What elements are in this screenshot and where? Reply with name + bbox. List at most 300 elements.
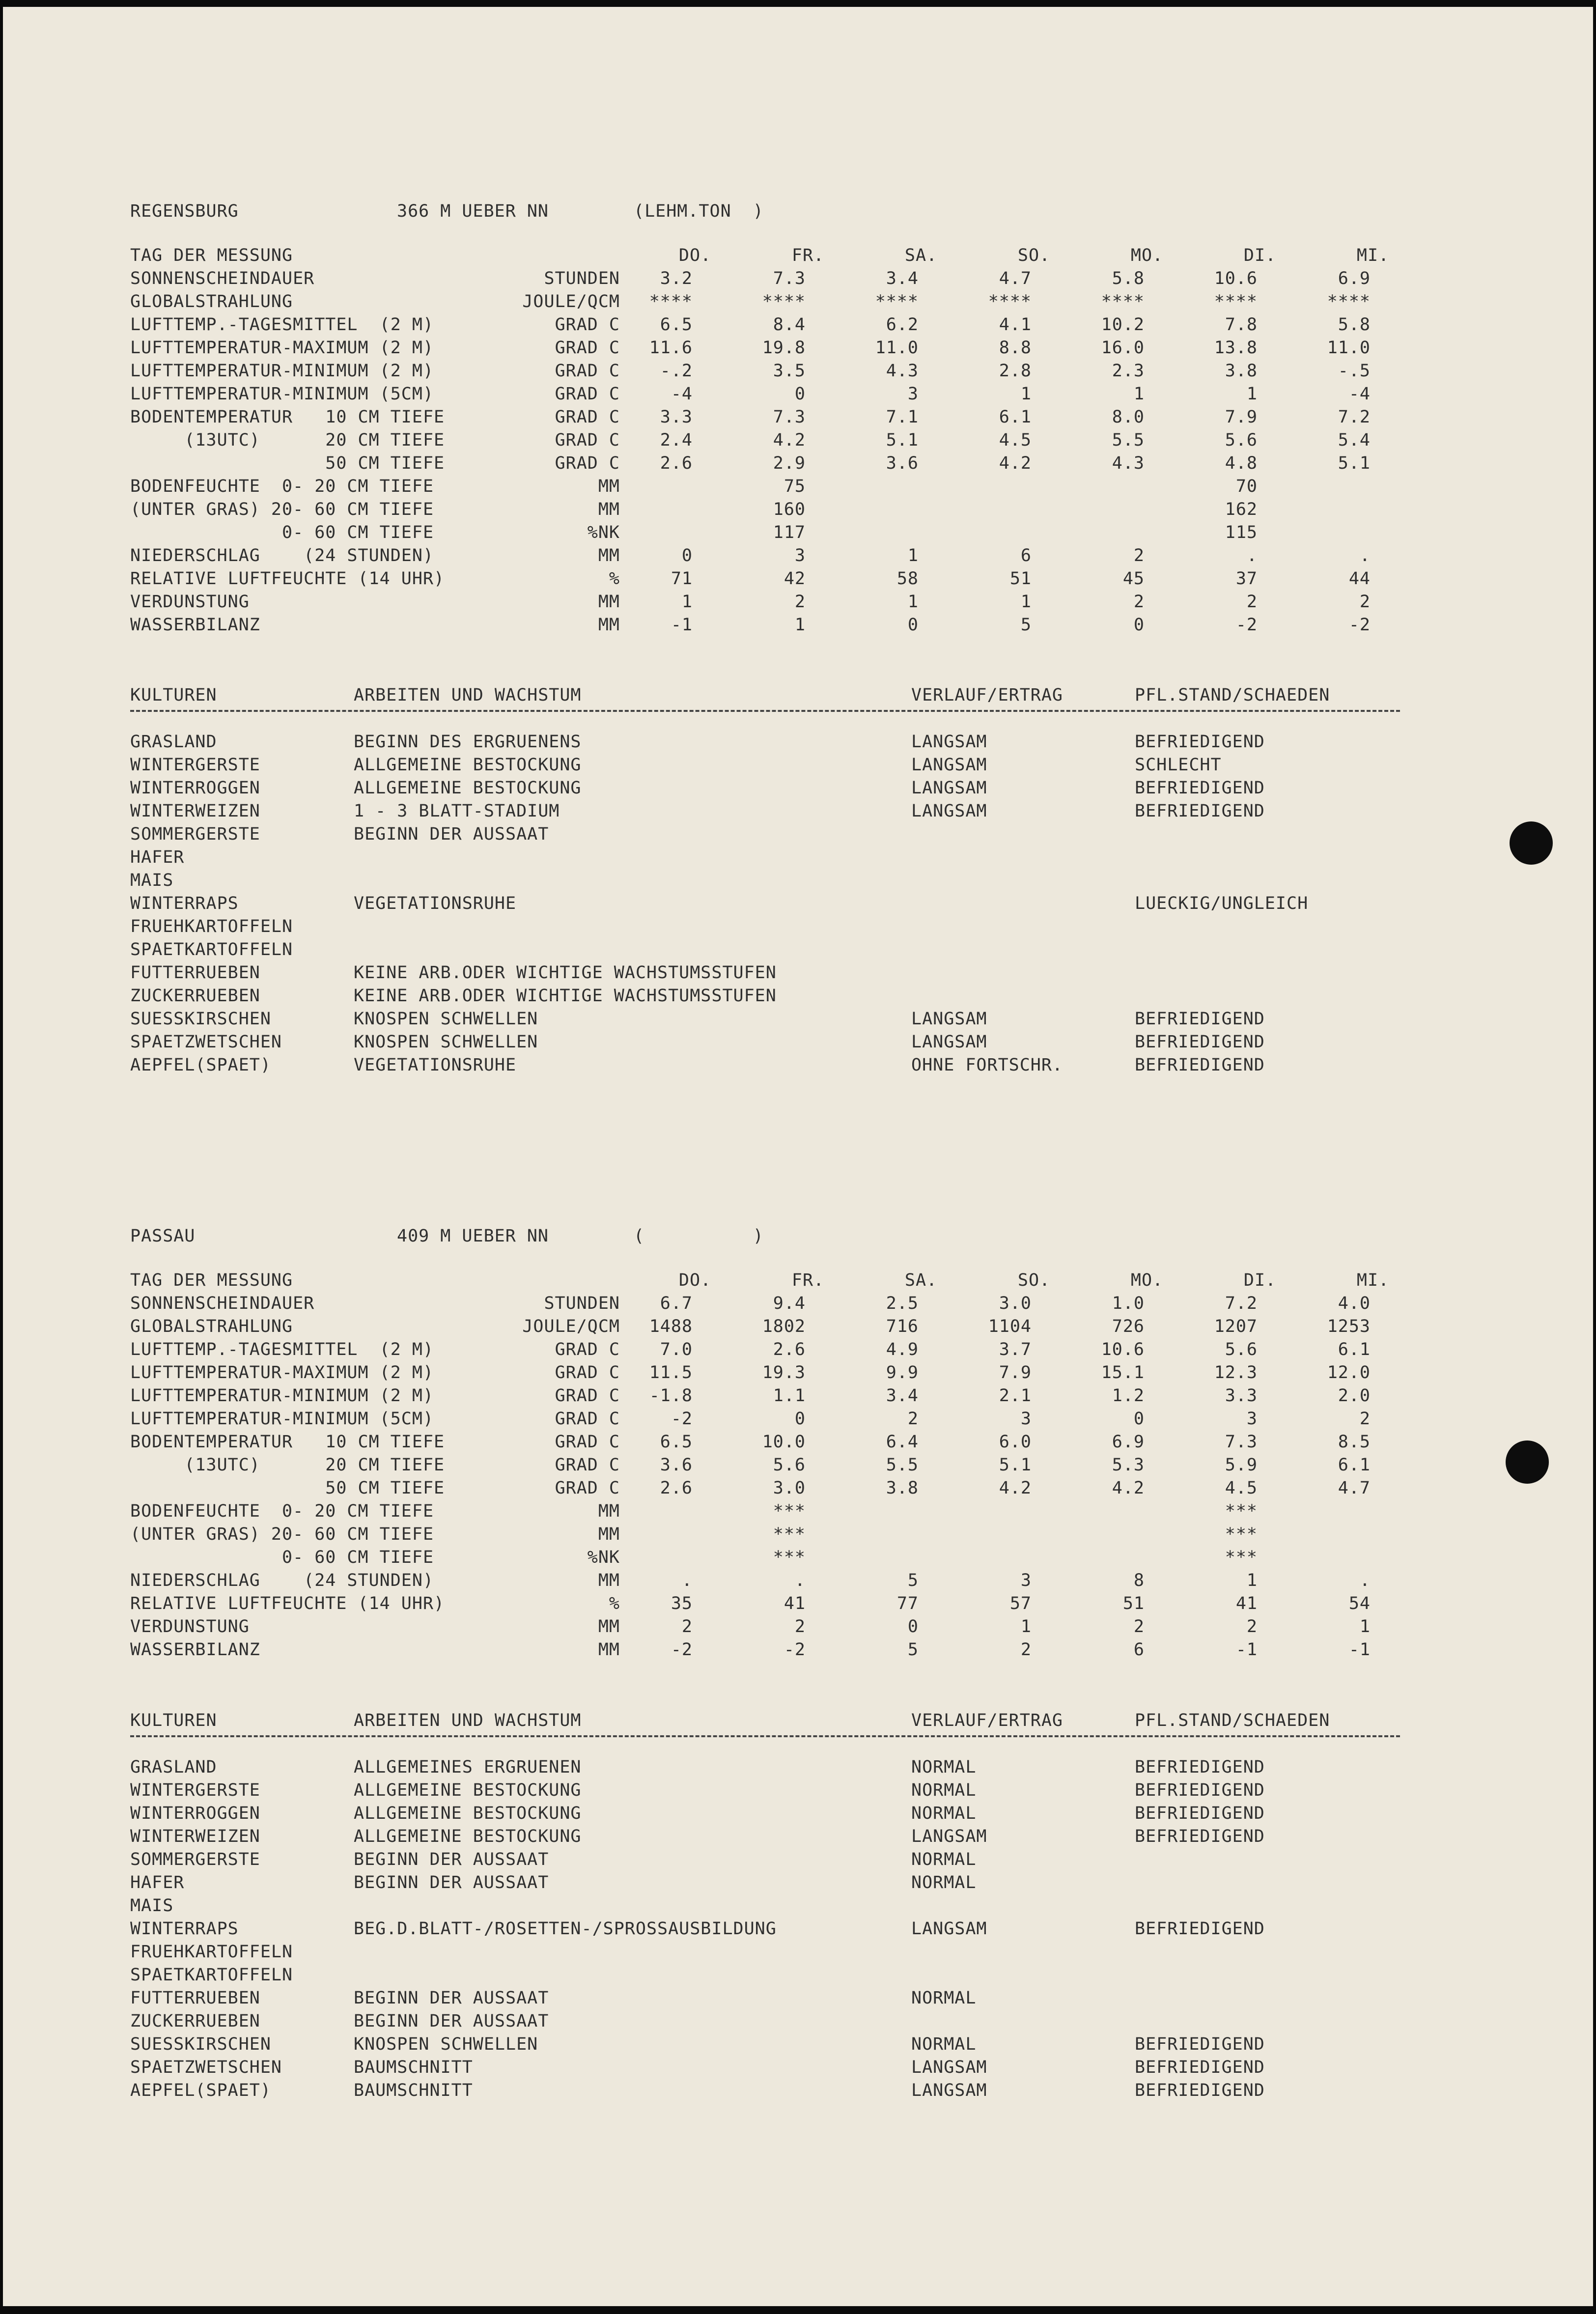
data-cell: 6.1: [1338, 1455, 1371, 1475]
data-cell: -2: [671, 1640, 693, 1660]
row-unit: MM: [598, 500, 620, 519]
crop-work: KEINE ARB.ODER WICHTIGE WACHSTUMSSTUFEN: [354, 986, 777, 1006]
data-cell: 3.0: [773, 1478, 806, 1498]
row-label: NIEDERSCHLAG (24 STUNDEN): [130, 546, 434, 565]
crop-column-header: ARBEITEN UND WACHSTUM: [354, 685, 582, 705]
data-cell: .: [1359, 1571, 1371, 1590]
data-cell: 11.0: [1327, 338, 1371, 358]
data-cell: 8: [1133, 1571, 1145, 1590]
data-cell: 1: [1020, 1617, 1032, 1637]
data-cell: 117: [773, 523, 806, 542]
row-label: VERDUNSTUNG: [130, 1617, 250, 1637]
crop-name: WINTERROGGEN: [130, 778, 260, 798]
data-cell: ***: [773, 1501, 806, 1521]
data-cell: 1802: [762, 1317, 806, 1336]
data-cell: 7.3: [773, 269, 806, 288]
row-label: (13UTC) 20 CM TIEFE: [130, 1455, 445, 1475]
data-cell: 13.8: [1214, 338, 1258, 358]
crop-work: KNOSPEN SCHWELLEN: [354, 1032, 538, 1052]
data-cell: 45: [1122, 569, 1145, 589]
data-cell: 162: [1225, 500, 1258, 519]
crop-work: ALLGEMEINES ERGRUENEN: [354, 1757, 582, 1777]
data-cell: 2.9: [773, 453, 806, 473]
data-cell: 4.7: [999, 269, 1032, 288]
data-cell: 51: [1009, 569, 1032, 589]
data-cell: -.5: [1338, 361, 1371, 381]
data-cell: 3.4: [886, 269, 919, 288]
data-cell: -4: [671, 384, 693, 404]
crop-progress: NORMAL: [911, 1850, 977, 1869]
data-cell: 7.2: [1338, 407, 1371, 427]
data-cell: 5.1: [999, 1455, 1032, 1475]
crop-name: WINTERGERSTE: [130, 1780, 260, 1800]
data-cell: 6.1: [1338, 1340, 1371, 1359]
data-cell: 75: [784, 477, 806, 496]
crop-name: WINTERWEIZEN: [130, 801, 260, 821]
crop-name: MAIS: [130, 1896, 174, 1916]
data-cell: 5.1: [886, 430, 919, 450]
row-label: RELATIVE LUFTFEUCHTE (14 UHR): [130, 569, 445, 589]
row-unit: %NK: [587, 523, 620, 542]
day-header: SO.: [1017, 246, 1051, 265]
row-unit: GRAD C: [555, 407, 620, 427]
data-cell: -2: [784, 1640, 806, 1660]
crop-name: AEPFEL(SPAET): [130, 2081, 271, 2100]
station-soil: ( ): [634, 1226, 764, 1246]
data-cell: 6.9: [1112, 1432, 1145, 1452]
crop-work: BEGINN DER AUSSAAT: [354, 1850, 549, 1869]
data-cell: 4.0: [1338, 1294, 1371, 1313]
crop-progress: OHNE FORTSCHR.: [911, 1055, 1064, 1075]
data-cell: 8.8: [999, 338, 1032, 358]
data-cell: 2.5: [886, 1294, 919, 1313]
row-unit: MM: [598, 1524, 620, 1544]
day-header: MI.: [1356, 246, 1390, 265]
data-cell: 7.0: [660, 1340, 693, 1359]
data-cell: .: [794, 1571, 806, 1590]
crop-name: ZUCKERRUEBEN: [130, 986, 260, 1006]
row-unit: MM: [598, 592, 620, 612]
data-cell: 726: [1112, 1317, 1145, 1336]
row-unit: GRAD C: [555, 1455, 620, 1475]
row-unit: %: [609, 569, 620, 589]
data-cell: 6: [1020, 546, 1032, 565]
data-cell: 2: [1246, 1617, 1258, 1637]
crop-state: BEFRIEDIGEND: [1135, 1780, 1265, 1800]
crop-name: GRASLAND: [130, 1757, 217, 1777]
crop-name: SPAETKARTOFFELN: [130, 940, 293, 959]
crop-work: ALLGEMEINE BESTOCKUNG: [354, 778, 582, 798]
data-cell: .: [681, 1571, 693, 1590]
data-cell: 12.0: [1327, 1363, 1371, 1383]
data-cell: ****: [1327, 292, 1371, 311]
row-unit: %: [609, 1594, 620, 1613]
data-cell: 6.7: [660, 1294, 693, 1313]
data-cell: 160: [773, 500, 806, 519]
data-cell: 3.8: [886, 1478, 919, 1498]
data-cell: 4.5: [999, 430, 1032, 450]
station-name: PASSAU: [130, 1226, 196, 1246]
data-cell: 10.0: [762, 1432, 806, 1452]
crop-column-header: KULTUREN: [130, 685, 217, 705]
data-cell: 71: [671, 569, 693, 589]
data-cell: 5.8: [1112, 269, 1145, 288]
day-header: SA.: [904, 246, 938, 265]
crop-name: SPAETZWETSCHEN: [130, 1032, 282, 1052]
row-unit: GRAD C: [555, 361, 620, 381]
row-label: 50 CM TIEFE: [130, 453, 445, 473]
data-cell: ***: [1225, 1524, 1258, 1544]
day-header: SO.: [1017, 1270, 1051, 1290]
data-cell: 3.2: [660, 269, 693, 288]
data-cell: 4.3: [1112, 453, 1145, 473]
crop-column-header: VERLAUF/ERTRAG: [911, 685, 1064, 705]
data-cell: 2.6: [660, 1478, 693, 1498]
data-cell: 2: [1246, 592, 1258, 612]
crop-name: SUESSKIRSCHEN: [130, 2034, 271, 2054]
data-cell: 35: [671, 1594, 693, 1613]
data-cell: 2.3: [1112, 361, 1145, 381]
data-cell: 41: [1235, 1594, 1258, 1613]
data-cell: ***: [1225, 1548, 1258, 1567]
data-cell: 1488: [649, 1317, 693, 1336]
data-cell: 6.9: [1338, 269, 1371, 288]
day-header: DI.: [1243, 246, 1277, 265]
punch-hole: [1510, 821, 1553, 865]
day-header: FR.: [791, 1270, 825, 1290]
crop-state: BEFRIEDIGEND: [1135, 1009, 1265, 1029]
data-cell: 3.3: [660, 407, 693, 427]
crop-name: WINTERRAPS: [130, 894, 239, 913]
data-cell: 1: [1246, 1571, 1258, 1590]
report-page: [3, 7, 1593, 2306]
data-cell: 4.2: [999, 1478, 1032, 1498]
row-unit: GRAD C: [555, 430, 620, 450]
row-label: LUFTTEMPERATUR-MAXIMUM (2 M): [130, 1363, 434, 1383]
row-unit: MM: [598, 1501, 620, 1521]
data-cell: 6.0: [999, 1432, 1032, 1452]
crop-progress: LANGSAM: [911, 1009, 987, 1029]
crop-column-header: PFL.STAND/SCHAEDEN: [1135, 1711, 1330, 1730]
data-cell: 11.5: [649, 1363, 693, 1383]
day-header: MO.: [1130, 1270, 1164, 1290]
row-label: LUFTTEMPERATUR-MINIMUM (5CM): [130, 384, 434, 404]
crop-work: BEGINN DES ERGRUENENS: [354, 732, 582, 752]
day-header: MI.: [1356, 1270, 1390, 1290]
data-cell: 3: [1020, 1571, 1032, 1590]
crop-progress: LANGSAM: [911, 801, 987, 821]
data-cell: 1: [1246, 384, 1258, 404]
data-cell: 4.5: [1225, 1478, 1258, 1498]
crop-work: VEGETATIONSRUHE: [354, 1055, 517, 1075]
day-header: DO.: [678, 1270, 712, 1290]
data-cell: -1: [671, 615, 693, 635]
data-cell: 5: [907, 1640, 919, 1660]
data-cell: 4.9: [886, 1340, 919, 1359]
row-label: (UNTER GRAS) 20- 60 CM TIEFE: [130, 500, 434, 519]
data-cell: 2: [681, 1617, 693, 1637]
data-cell: 0: [681, 546, 693, 565]
row-unit: STUNDEN: [544, 1294, 620, 1313]
crop-state: BEFRIEDIGEND: [1135, 2081, 1265, 2100]
data-cell: 3.6: [660, 1455, 693, 1475]
crop-name: FRUEHKARTOFFELN: [130, 1942, 293, 1962]
data-cell: 7.2: [1225, 1294, 1258, 1313]
row-unit: GRAD C: [555, 384, 620, 404]
data-cell: 2.6: [660, 453, 693, 473]
data-cell: 0: [794, 1409, 806, 1429]
crop-name: WINTERROGGEN: [130, 1804, 260, 1823]
data-cell: 3.3: [1225, 1386, 1258, 1406]
data-cell: 1: [1020, 592, 1032, 612]
day-header: DI.: [1243, 1270, 1277, 1290]
crop-column-header: PFL.STAND/SCHAEDEN: [1135, 685, 1330, 705]
data-cell: 3: [1246, 1409, 1258, 1429]
crop-progress: NORMAL: [911, 1988, 977, 2008]
crop-progress: LANGSAM: [911, 755, 987, 775]
row-label: SONNENSCHEINDAUER: [130, 1294, 315, 1313]
row-label: TAG DER MESSUNG: [130, 246, 293, 265]
data-cell: 12.3: [1214, 1363, 1258, 1383]
data-cell: 1: [1133, 384, 1145, 404]
punch-hole: [1506, 1440, 1549, 1484]
row-label: LUFTTEMPERATUR-MINIMUM (2 M): [130, 361, 434, 381]
row-label: VERDUNSTUNG: [130, 592, 250, 612]
data-cell: 5.9: [1225, 1455, 1258, 1475]
crop-work: BEGINN DER AUSSAAT: [354, 1988, 549, 2008]
row-label: RELATIVE LUFTFEUCHTE (14 UHR): [130, 1594, 445, 1613]
station-soil: (LEHM.TON ): [634, 201, 764, 221]
row-unit: GRAD C: [555, 1409, 620, 1429]
station-altitude: 409 M UEBER NN: [397, 1226, 549, 1246]
crop-name: HAFER: [130, 1873, 185, 1892]
data-cell: 1.2: [1112, 1386, 1145, 1406]
crop-name: WINTERGERSTE: [130, 755, 260, 775]
data-cell: 1.0: [1112, 1294, 1145, 1313]
data-cell: 6: [1133, 1640, 1145, 1660]
row-unit: JOULE/QCM: [522, 1317, 620, 1336]
crop-state: BEFRIEDIGEND: [1135, 1919, 1265, 1939]
crop-name: GRASLAND: [130, 732, 217, 752]
crop-state: BEFRIEDIGEND: [1135, 2058, 1265, 2077]
data-cell: 2.0: [1338, 1386, 1371, 1406]
crop-work: BAUMSCHNITT: [354, 2081, 473, 2100]
data-cell: 70: [1235, 477, 1258, 496]
data-cell: ****: [1101, 292, 1145, 311]
crop-progress: NORMAL: [911, 1757, 977, 1777]
crop-progress: LANGSAM: [911, 1827, 987, 1846]
data-cell: 42: [784, 569, 806, 589]
data-cell: ***: [773, 1548, 806, 1567]
data-cell: 1104: [988, 1317, 1032, 1336]
row-unit: MM: [598, 1617, 620, 1637]
data-cell: 7.9: [999, 1363, 1032, 1383]
data-cell: 2.1: [999, 1386, 1032, 1406]
data-cell: -.2: [660, 361, 693, 381]
data-cell: 9.9: [886, 1363, 919, 1383]
data-cell: 5.5: [1112, 430, 1145, 450]
crop-name: SOMMERGERSTE: [130, 1850, 260, 1869]
data-cell: 5: [907, 1571, 919, 1590]
data-cell: 0: [907, 615, 919, 635]
data-cell: 7.1: [886, 407, 919, 427]
data-cell: 4.1: [999, 315, 1032, 335]
crop-state: BEFRIEDIGEND: [1135, 1804, 1265, 1823]
crop-work: BEGINN DER AUSSAAT: [354, 824, 549, 844]
data-cell: 10.2: [1101, 315, 1145, 335]
data-cell: 11.0: [875, 338, 919, 358]
data-cell: -1: [1348, 1640, 1371, 1660]
crop-name: SOMMERGERSTE: [130, 824, 260, 844]
data-cell: 5.6: [773, 1455, 806, 1475]
data-cell: 54: [1348, 1594, 1371, 1613]
data-cell: 58: [896, 569, 919, 589]
data-cell: 4.2: [1112, 1478, 1145, 1498]
station-name: REGENSBURG: [130, 201, 239, 221]
data-cell: 16.0: [1101, 338, 1145, 358]
crop-state: BEFRIEDIGEND: [1135, 778, 1265, 798]
data-cell: 3.4: [886, 1386, 919, 1406]
row-unit: MM: [598, 615, 620, 635]
data-cell: 2.4: [660, 430, 693, 450]
data-cell: 5.6: [1225, 1340, 1258, 1359]
data-cell: 2: [794, 592, 806, 612]
data-cell: 10.6: [1214, 269, 1258, 288]
data-cell: 44: [1348, 569, 1371, 589]
row-label: TAG DER MESSUNG: [130, 1270, 293, 1290]
data-cell: 8.0: [1112, 407, 1145, 427]
crop-work: BEGINN DER AUSSAAT: [354, 1873, 549, 1892]
data-cell: ****: [1214, 292, 1258, 311]
crop-column-header: KULTUREN: [130, 1711, 217, 1730]
row-label: 0- 60 CM TIEFE: [130, 523, 434, 542]
data-cell: 1: [794, 615, 806, 635]
row-label: LUFTTEMP.-TAGESMITTEL (2 M): [130, 1340, 434, 1359]
day-header: SA.: [904, 1270, 938, 1290]
data-cell: 3.7: [999, 1340, 1032, 1359]
data-cell: 11.6: [649, 338, 693, 358]
data-cell: 2: [794, 1617, 806, 1637]
crop-name: SUESSKIRSCHEN: [130, 1009, 271, 1029]
data-cell: 37: [1235, 569, 1258, 589]
row-label: (13UTC) 20 CM TIEFE: [130, 430, 445, 450]
data-cell: 716: [886, 1317, 919, 1336]
data-cell: 57: [1009, 1594, 1032, 1613]
data-cell: 4.8: [1225, 453, 1258, 473]
crop-progress: NORMAL: [911, 1873, 977, 1892]
data-cell: 115: [1225, 523, 1258, 542]
data-cell: 4.3: [886, 361, 919, 381]
crop-work: ALLGEMEINE BESTOCKUNG: [354, 755, 582, 775]
crop-work: ALLGEMEINE BESTOCKUNG: [354, 1827, 582, 1846]
data-cell: 2: [1133, 546, 1145, 565]
data-cell: 1: [907, 546, 919, 565]
crop-work: BAUMSCHNITT: [354, 2058, 473, 2077]
crop-state: LUECKIG/UNGLEICH: [1135, 894, 1309, 913]
crop-state: BEFRIEDIGEND: [1135, 1757, 1265, 1777]
crop-name: WINTERWEIZEN: [130, 1827, 260, 1846]
data-cell: 0: [907, 1617, 919, 1637]
row-label: GLOBALSTRAHLUNG: [130, 1317, 293, 1336]
row-label: 50 CM TIEFE: [130, 1478, 445, 1498]
data-cell: 77: [896, 1594, 919, 1613]
crop-column-header: VERLAUF/ERTRAG: [911, 1711, 1064, 1730]
station-altitude: 366 M UEBER NN: [397, 201, 549, 221]
data-cell: 1: [1359, 1617, 1371, 1637]
crop-state: BEFRIEDIGEND: [1135, 801, 1265, 821]
crop-work: 1 - 3 BLATT-STADIUM: [354, 801, 560, 821]
crop-progress: LANGSAM: [911, 2081, 987, 2100]
data-cell: 3.0: [999, 1294, 1032, 1313]
row-label: GLOBALSTRAHLUNG: [130, 292, 293, 311]
data-cell: 5.5: [886, 1455, 919, 1475]
row-label: (UNTER GRAS) 20- 60 CM TIEFE: [130, 1524, 434, 1544]
data-cell: 1: [907, 592, 919, 612]
row-label: LUFTTEMPERATUR-MAXIMUM (2 M): [130, 338, 434, 358]
data-cell: 5.8: [1338, 315, 1371, 335]
data-cell: 7.3: [773, 407, 806, 427]
crop-work: KNOSPEN SCHWELLEN: [354, 1009, 538, 1029]
row-label: BODENTEMPERATUR 10 CM TIEFE: [130, 1432, 445, 1452]
crop-progress: LANGSAM: [911, 778, 987, 798]
crop-state: BEFRIEDIGEND: [1135, 2034, 1265, 2054]
crop-name: MAIS: [130, 871, 174, 890]
dashed-separator: [130, 710, 1400, 712]
data-cell: 5.6: [1225, 430, 1258, 450]
data-cell: 3.5: [773, 361, 806, 381]
crop-state: BEFRIEDIGEND: [1135, 732, 1265, 752]
row-unit: GRAD C: [555, 453, 620, 473]
data-cell: 0: [1133, 615, 1145, 635]
data-cell: 5.1: [1338, 453, 1371, 473]
data-cell: .: [1359, 546, 1371, 565]
data-cell: 2.6: [773, 1340, 806, 1359]
crop-work: ALLGEMEINE BESTOCKUNG: [354, 1780, 582, 1800]
data-cell: 3: [794, 546, 806, 565]
crop-name: ZUCKERRUEBEN: [130, 2011, 260, 2031]
data-cell: 6.4: [886, 1432, 919, 1452]
data-cell: -2: [1348, 615, 1371, 635]
crop-name: AEPFEL(SPAET): [130, 1055, 271, 1075]
data-cell: ****: [875, 292, 919, 311]
data-cell: -2: [671, 1409, 693, 1429]
row-label: BODENTEMPERATUR 10 CM TIEFE: [130, 407, 445, 427]
row-label: LUFTTEMPERATUR-MINIMUM (5CM): [130, 1409, 434, 1429]
data-cell: 51: [1122, 1594, 1145, 1613]
data-cell: 0: [794, 384, 806, 404]
data-cell: 4.7: [1338, 1478, 1371, 1498]
data-cell: 6.2: [886, 315, 919, 335]
data-cell: ****: [649, 292, 693, 311]
row-unit: GRAD C: [555, 1386, 620, 1406]
crop-state: BEFRIEDIGEND: [1135, 1032, 1265, 1052]
row-unit: MM: [598, 1571, 620, 1590]
crop-work: BEG.D.BLATT-/ROSETTEN-/SPROSSAUSBILDUNG: [354, 1919, 777, 1939]
data-cell: 1: [1020, 384, 1032, 404]
data-cell: ***: [1225, 1501, 1258, 1521]
data-cell: 4.2: [999, 453, 1032, 473]
crop-progress: LANGSAM: [911, 732, 987, 752]
data-cell: 15.1: [1101, 1363, 1145, 1383]
data-cell: 1253: [1327, 1317, 1371, 1336]
data-cell: 3: [1020, 1409, 1032, 1429]
data-cell: 2: [1133, 592, 1145, 612]
row-label: 0- 60 CM TIEFE: [130, 1548, 434, 1567]
data-cell: 0: [1133, 1409, 1145, 1429]
data-cell: 41: [784, 1594, 806, 1613]
data-cell: 1: [681, 592, 693, 612]
row-unit: GRAD C: [555, 1340, 620, 1359]
